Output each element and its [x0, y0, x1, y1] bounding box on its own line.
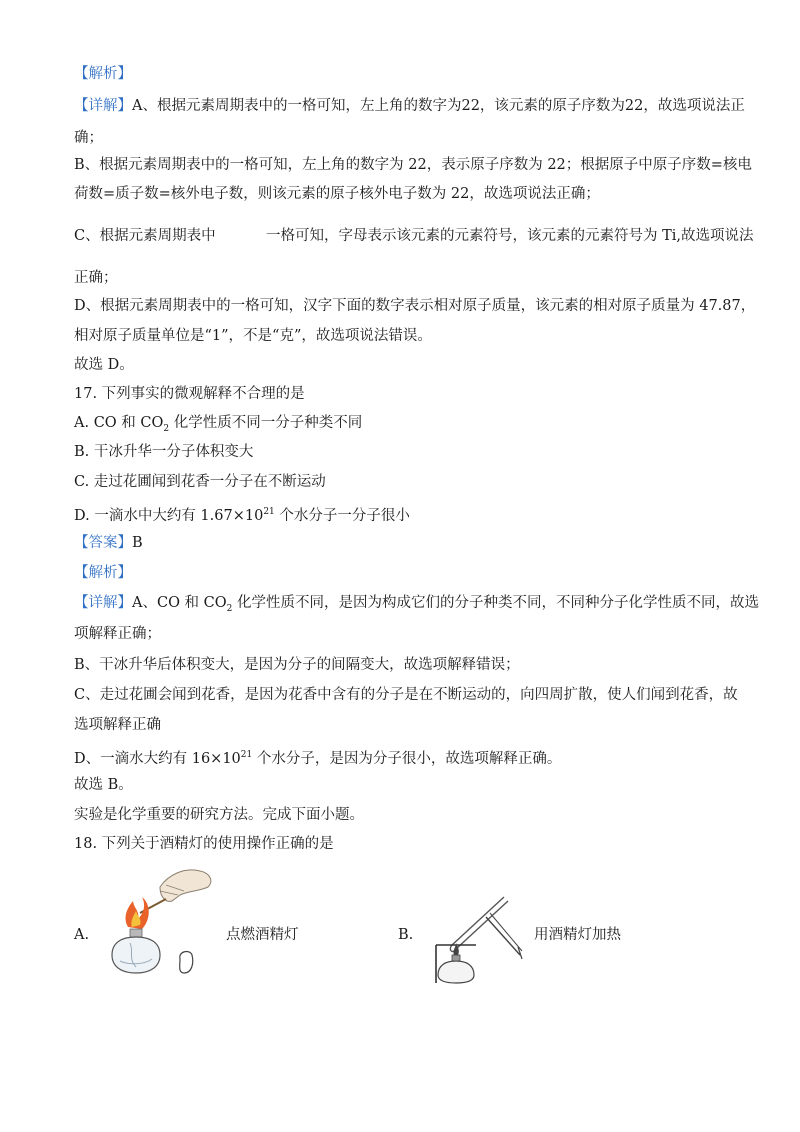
answer-value: B: [132, 535, 143, 551]
explain-b: B、干冰升华后体积变大，是因为分子的间隔变大，故选项解释错误；: [74, 657, 520, 673]
q17-option-c: C. 走过花圃闻到花香一分子在不断运动: [74, 474, 326, 490]
detail-line-b2: 荷数=质子数=核外电子数，则该元素的原子核外电子数为 22，故选项说法正确；: [74, 186, 600, 202]
answer-line: [74, 533, 143, 553]
explain-choice: 故选 B。: [74, 777, 133, 793]
detail-line-a1: [74, 96, 745, 116]
detail-line-d1: D、根据元素周期表中的一格可知，汉字下面的数字表示相对原子质量，该元素的相对原子质量为 47.87，: [74, 298, 756, 314]
explain-c2: 选项解释正确: [74, 717, 161, 733]
detail-line-a2: 确；: [74, 130, 103, 146]
detail-line-c1b: 一格可知，字母表示该元素的元素符号，该元素的元素符号为 Ti,故选项说法: [266, 228, 754, 244]
explain-a2: 项解释正确；: [74, 626, 161, 642]
analysis-tag: 【解析】: [74, 565, 132, 581]
q17-stem: 17. 下列事实的微观解释不合理的是: [74, 386, 305, 402]
lighting-alcohol-lamp-illustration: [100, 855, 220, 990]
choice-line: 故选 D。: [74, 357, 134, 373]
explain-c1: C、走过花圃会闻到花香，是因为花香中含有的分子是在不断运动的，向四周扩散，使人们闻到花香，故: [74, 687, 738, 703]
q17-option-d: D. 一滴水中大约有 $1.67\times 10^{21}$ 个水分子一分子很小: [74, 507, 410, 524]
q18-stem: 18. 下列关于酒精灯的使用操作正确的是: [74, 836, 334, 852]
q17-option-a: A. CO 和 $CO_2$ 化学性质不同一分子种类不同: [74, 415, 363, 434]
detail-tag: 【详解】: [74, 98, 132, 114]
detail-line-c2: 正确；: [74, 270, 118, 286]
q18-option-a-label: A.: [74, 927, 90, 943]
section-intro: 实验是化学重要的研究方法。完成下面小题。: [74, 807, 364, 823]
analysis-tag: 【解析】: [74, 66, 132, 82]
q17-option-b: B. 干冰升华一分子体积变大: [74, 444, 254, 460]
q18-option-b-label: B.: [398, 927, 414, 943]
explain-a1: 【详解】A、CO 和 $CO_2$ 化学性质不同，是因为构成它们的分子种类不同，不同种分子化学性质不同，故选: [74, 595, 759, 614]
detail-line-d2: 相对原子质量单位是“1”，不是“克”，故选项说法错误。: [74, 328, 432, 344]
detail-line-b1: B、根据元素周期表中的一格可知，左上角的数字为 22，表示原子序数为 22；根据原子中原子序数=核电: [74, 157, 752, 173]
heating-test-tube-illustration: [430, 885, 530, 985]
detail-text: A、根据元素周期表中的一格可知，左上角的数字为22，该元素的原子序数为22，故选项说法正: [132, 98, 745, 114]
q18-option-b-text: 用酒精灯加热: [534, 927, 621, 943]
q18-option-a-text: 点燃酒精灯: [226, 927, 299, 943]
answer-tag: 【答案】: [74, 535, 132, 551]
detail-tag: 【详解】: [74, 595, 132, 611]
explain-d: D、一滴水大约有 $16\times 10^{21}$ 个水分子，是因为分子很小，故选项解释正确。: [74, 750, 562, 767]
detail-line-c1a: C、根据元素周期表中: [74, 228, 216, 244]
